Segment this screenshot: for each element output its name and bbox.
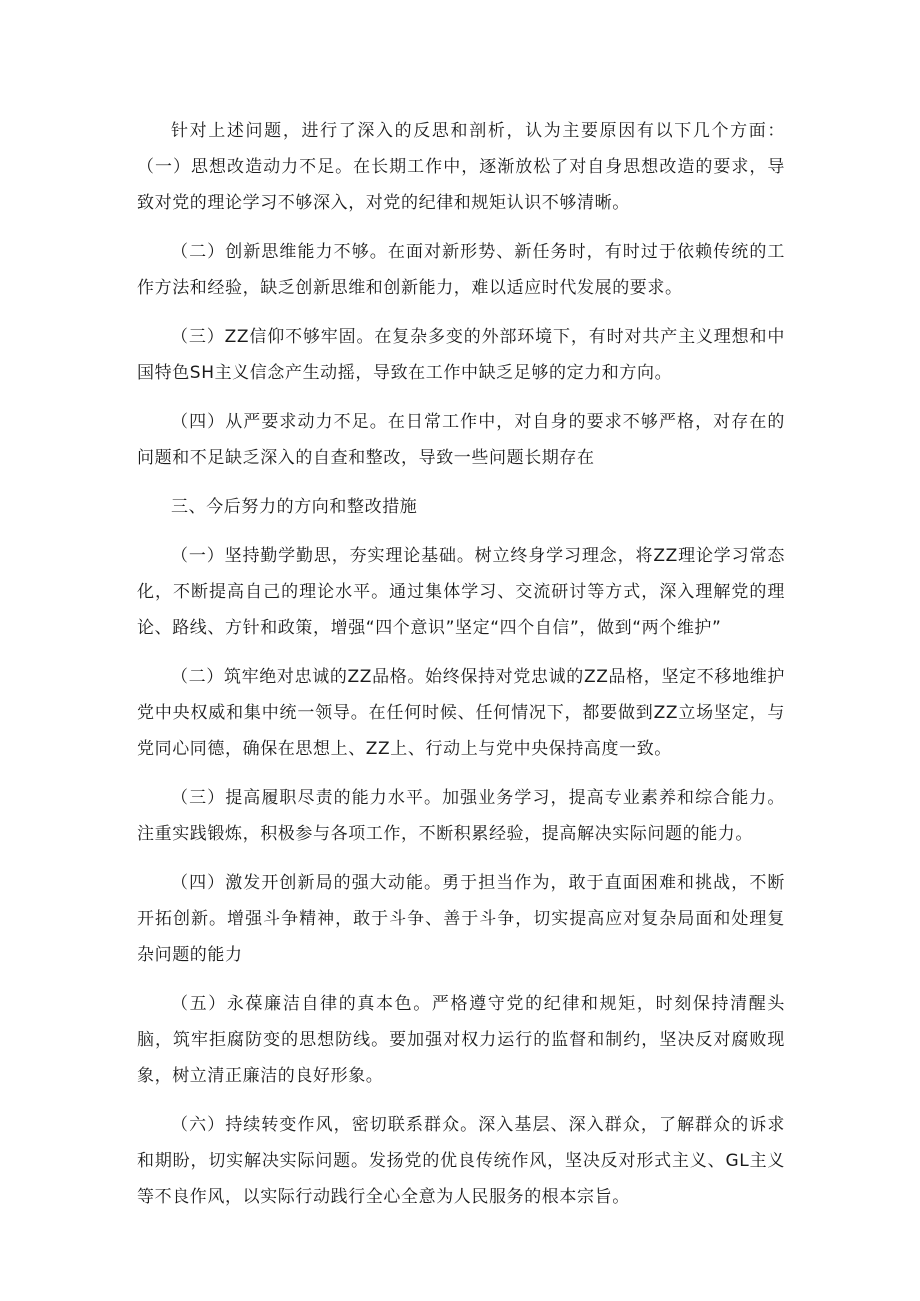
document-body <box>137 113 785 1228</box>
paragraph-cause-4: （四）从严要求动力不足。在日常工作中，对自身的要求不够严格，对存在的问题和不足缺乏深入的自查和整改，导致一些问题长期存在 <box>137 412 785 468</box>
paragraph-measure-2: （二）筑牢绝对忠诚的ZZ品格。始终保持对党忠诚的ZZ品格，坚定不移地维护党中央权威和集中统一领导。在任何时候、任何情况下，都要做到ZZ立场坚定，与党同心同德，确保在思想上、ZZ上、行动上与党中央保持高度一致。 <box>137 667 785 759</box>
paragraph-cause-2: （二）创新思维能力不够。在面对新形势、新任务时，有时过于依赖传统的工作方法和经验，缺乏创新思维和创新能力，难以适应时代发展的要求。 <box>137 242 785 298</box>
paragraph-measure-6: （六）持续转变作风，密切联系群众。深入基层、深入群众，了解群众的诉求和期盼，切实解决实际问题。发扬党的优良传统作风，坚决反对形式主义、GL主义等不良作风，以实际行动践行全心全意为人民服务的根本宗旨。 <box>137 1115 785 1207</box>
paragraph-cause-3: （三）ZZ信仰不够牢固。在复杂多变的外部环境下，有时对共产主义理想和中国特色SH主义信念产生动摇，导致在工作中缺乏足够的定力和方向。 <box>137 327 785 383</box>
paragraph-measure-1: （一）坚持勤学勤思，夯实理论基础。树立终身学习理念，将ZZ理论学习常态化，不断提高自己的理论水平。通过集体学习、交流研讨等方式，深入理解党的理论、路线、方针和政策，增强“四个意识”坚定“四个自信”，做到“两个维护” <box>137 546 785 638</box>
paragraph-causes-intro: 针对上述问题，进行了深入的反思和剖析，认为主要原因有以下几个方面：（一）思想改造动力不足。在长期工作中，逐渐放松了对自身思想改造的要求，导致对党的理论学习不够深入，对党的纪律和规矩认识不够清晰。 <box>137 121 785 213</box>
paragraph-measure-5: （五）永葆廉洁自律的真本色。严格遵守党的纪律和规矩，时刻保持清醒头脑，筑牢拒腐防变的思想防线。要加强对权力运行的监督和制约，坚决反对腐败现象，树立清正廉洁的良好形象。 <box>137 994 785 1086</box>
paragraph-measure-4: （四）激发开创新局的强大动能。勇于担当作为，敢于直面困难和挑战，不断开拓创新。增强斗争精神，敢于斗争、善于斗争，切实提高应对复杂局面和处理复杂问题的能力 <box>137 873 785 965</box>
section-heading: 三、今后努力的方向和整改措施 <box>171 497 418 517</box>
paragraph-measure-3: （三）提高履职尽责的能力水平。加强业务学习，提高专业素养和综合能力。注重实践锻炼，积极参与各项工作，不断积累经验，提高解决实际问题的能力。 <box>137 788 785 844</box>
